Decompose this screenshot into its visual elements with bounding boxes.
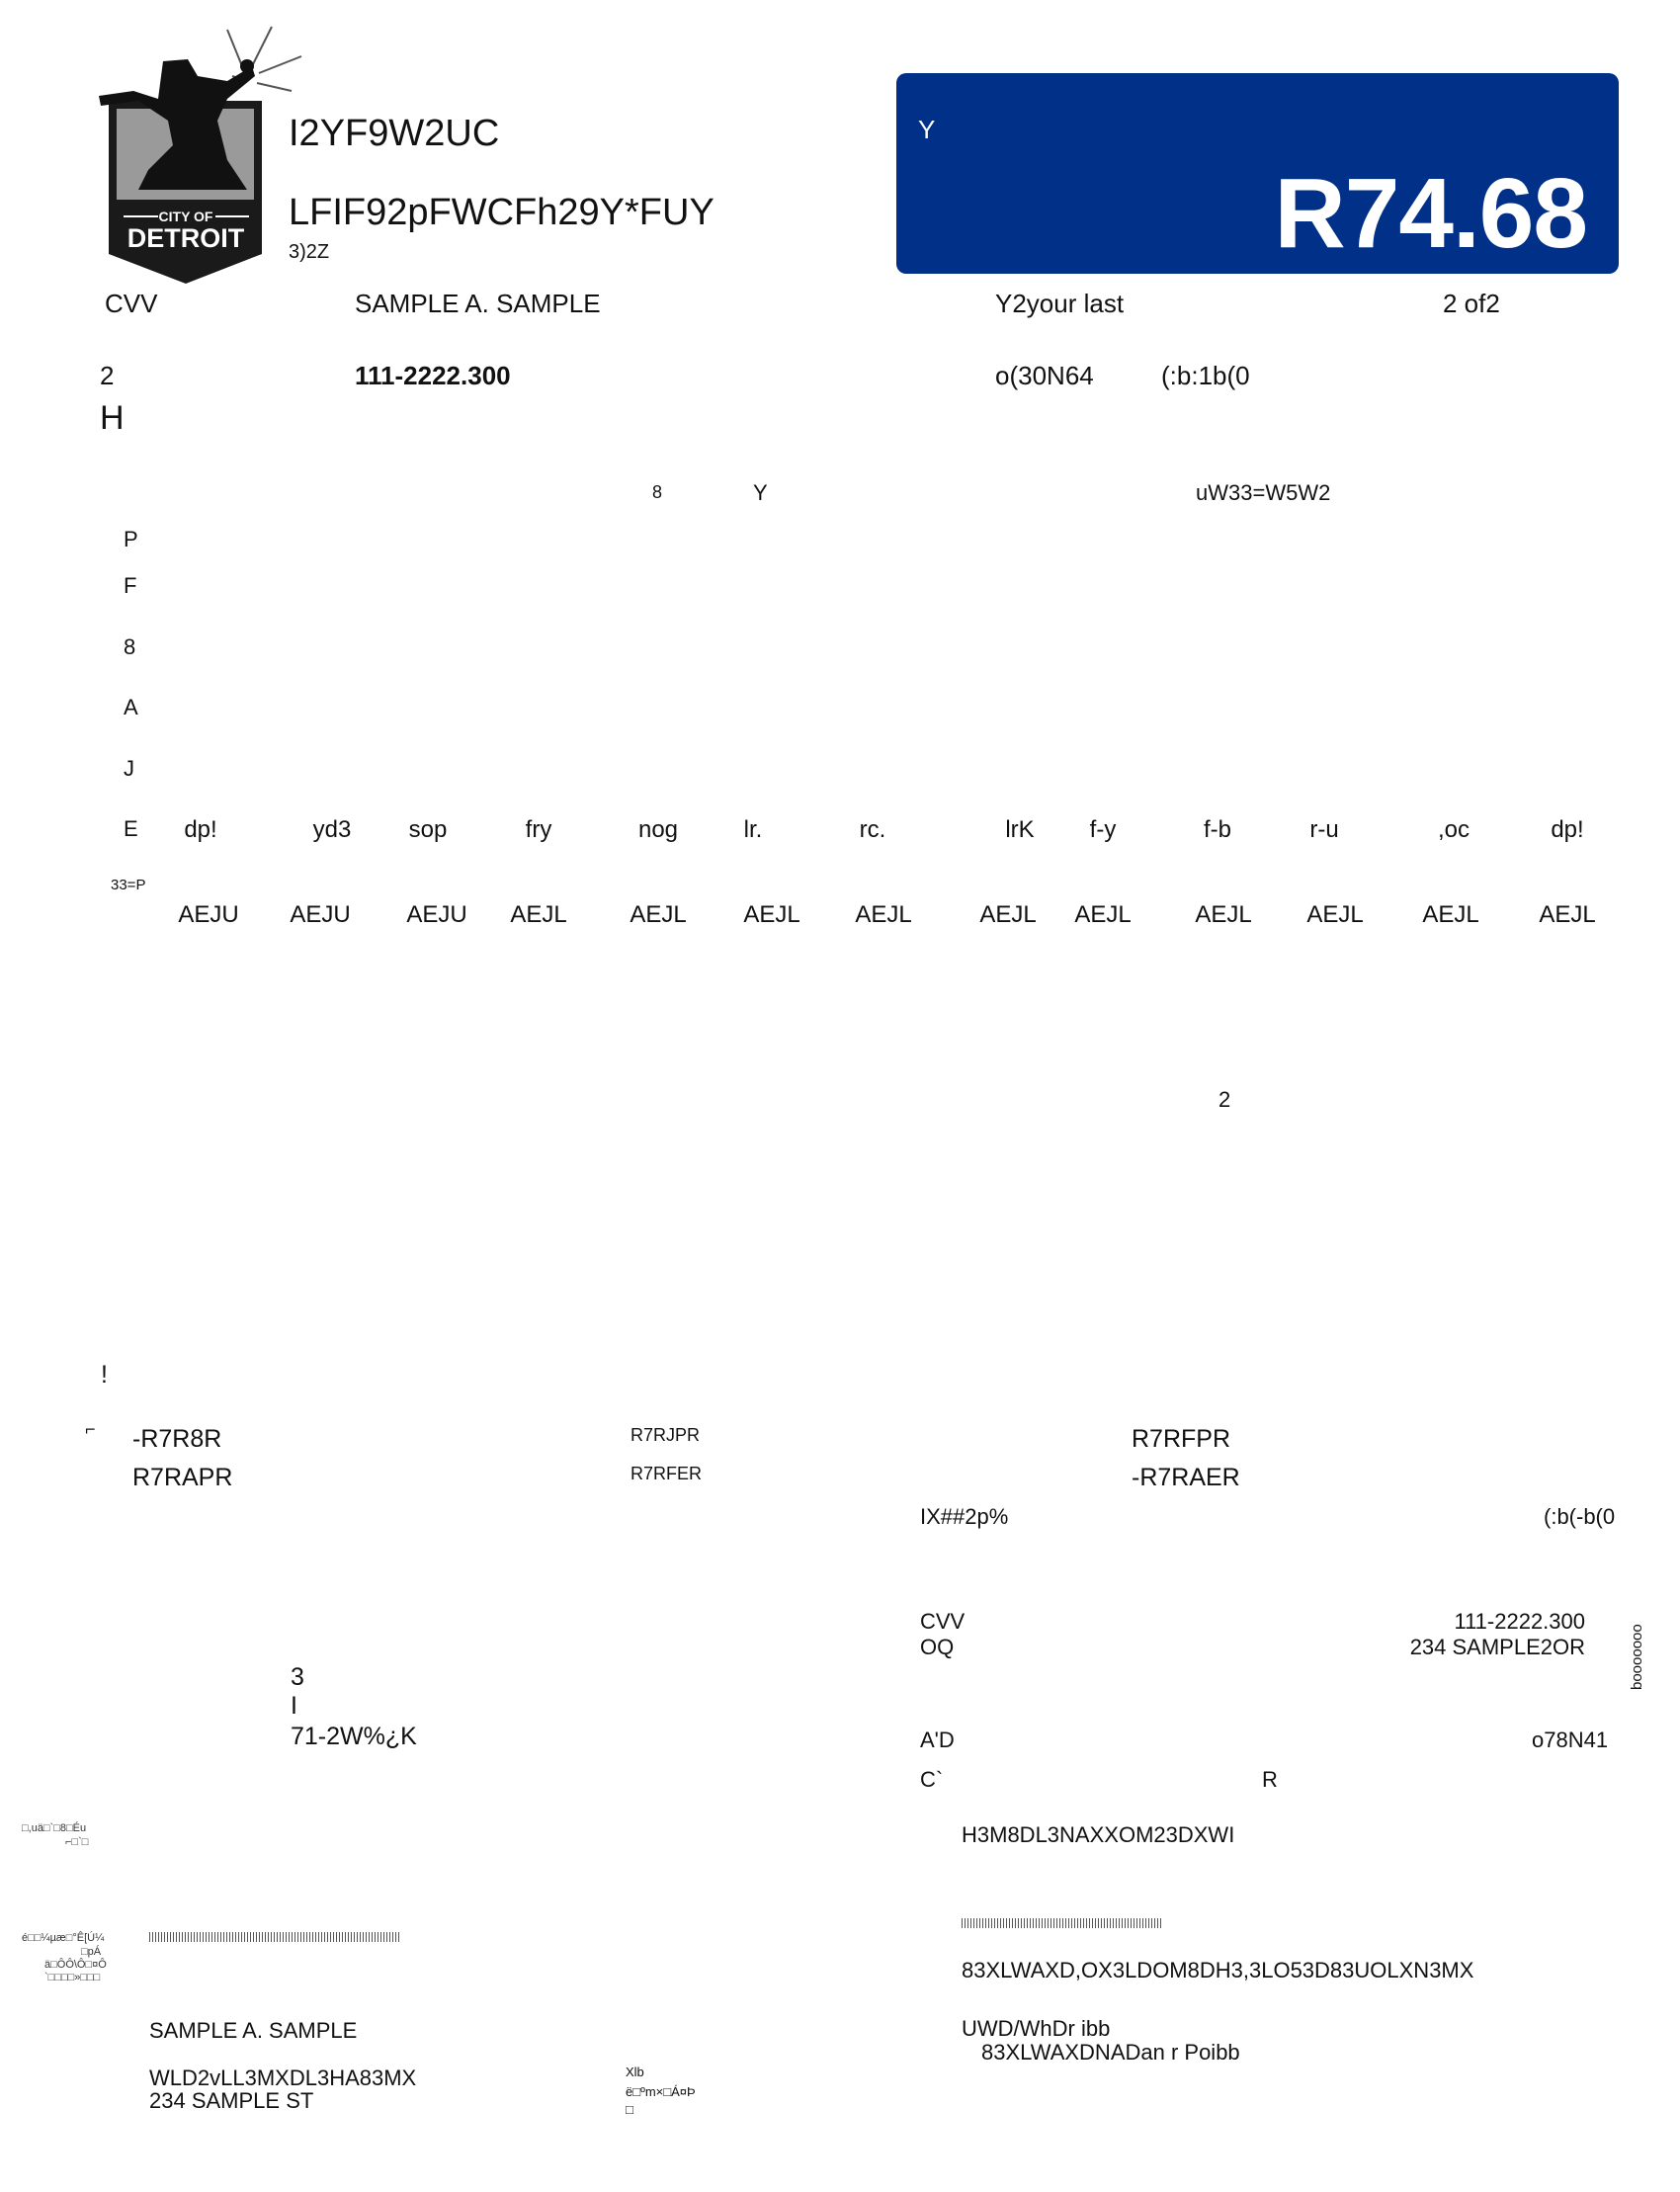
header-code-2: LFIF92pFWCFh29Y*FUY xyxy=(289,192,714,233)
stub-barcode xyxy=(962,1918,1163,1928)
amount-due: R74.68 xyxy=(1274,158,1587,269)
city-logo xyxy=(79,22,306,291)
month-label: nog xyxy=(637,816,679,843)
mailing-small-2: ë□ºm×□Á¤Þ xyxy=(626,2084,696,2099)
summary-value: -R7R8R xyxy=(132,1425,222,1453)
month-label: fry xyxy=(525,816,552,843)
bill-row-label: 33=P xyxy=(111,877,146,893)
stub-remit-line: H3M8DL3NAXXOM23DXWI xyxy=(962,1822,1235,1847)
summary-value: R7RFER xyxy=(630,1464,703,1483)
stub-side-code: booooooo xyxy=(1629,1624,1645,1690)
logo-line1: CITY OF xyxy=(158,209,213,224)
month-label: ,oc xyxy=(1437,816,1470,843)
tiny-text: `□□□□»□□□ xyxy=(44,1972,101,1983)
usage-head-mid: Y xyxy=(753,480,768,505)
usage-head-right: uW33=W5W2 xyxy=(1196,480,1331,505)
name-label: CVV xyxy=(105,289,158,318)
month-label: yd3 xyxy=(312,816,352,843)
stub-pay-line-2: 83XLWAXDNADan r Poibb xyxy=(981,2040,1240,2065)
mailing-line-2: WLD2vLL3MXDL3HA83MX xyxy=(149,2066,417,2090)
usage-note: 2 xyxy=(1218,1087,1231,1112)
month-label: dp! xyxy=(184,816,217,843)
bill-value: AEJL xyxy=(1306,901,1364,928)
logo-line2: DETROIT xyxy=(126,223,245,253)
y-label: F xyxy=(124,573,137,598)
bill-value: AEJL xyxy=(855,901,912,928)
tiny-text: ⌐□`□ xyxy=(65,1836,89,1848)
stub-c-label: C` xyxy=(920,1767,944,1792)
month-label: r-u xyxy=(1309,816,1339,843)
header-code-3: 3)2Z xyxy=(289,241,330,263)
mailing-n2: I xyxy=(291,1692,297,1720)
usage-head-left: 8 xyxy=(652,482,663,502)
mailing-code: 71-2W%¿K xyxy=(291,1723,417,1750)
stub-detach-line: 83XLWAXD,OX3LDOM8DH3,3LO53D83UOLXN3MX xyxy=(962,1958,1474,1982)
mailing-name: SAMPLE A. SAMPLE xyxy=(149,2018,358,2043)
mailing-small-1: Xlb xyxy=(626,2065,644,2079)
summary-mark: ! xyxy=(101,1361,108,1389)
summary-mark-2: ⌐ xyxy=(85,1419,96,1439)
amount-label: Y xyxy=(918,115,936,144)
y-label: A xyxy=(124,695,138,719)
month-label: f-y xyxy=(1089,816,1117,843)
stub-address: 234 SAMPLE2OR xyxy=(1409,1635,1585,1659)
bill-value: AEJL xyxy=(1422,901,1479,928)
stub-oq-label: OQ xyxy=(920,1635,955,1659)
bill-value: AEJL xyxy=(743,901,800,928)
bill-value: AEJL xyxy=(1539,901,1596,928)
summary-value: -R7RAER xyxy=(1132,1464,1240,1491)
bill-value: AEJL xyxy=(979,901,1037,928)
account-number: 111-2222.300 xyxy=(355,361,511,390)
stub-ad-value: o78N41 xyxy=(1532,1728,1609,1752)
stub-ad-label: A'D xyxy=(920,1728,955,1752)
h-label: H xyxy=(100,399,125,437)
bill-value: AEJU xyxy=(290,901,351,928)
mailing-n1: 3 xyxy=(291,1663,304,1691)
stub-title: IX##2p% xyxy=(920,1504,1009,1529)
bill-value: AEJL xyxy=(630,901,687,928)
month-label: sop xyxy=(408,816,448,843)
month-label: f-b xyxy=(1203,816,1231,843)
stub-r-label: R xyxy=(1262,1767,1278,1792)
y-label: P xyxy=(124,527,138,551)
month-label: rc. xyxy=(859,816,886,843)
due-date: (:b:1b(0 xyxy=(1161,361,1250,390)
stub-account-number: 111-2222.300 xyxy=(1454,1609,1585,1634)
mailing-barcode xyxy=(149,1932,399,1942)
since-label: Y2your last xyxy=(995,289,1125,318)
bill-value: AEJL xyxy=(1195,901,1252,928)
bill-value: AEJL xyxy=(510,901,567,928)
page-number: 2 of2 xyxy=(1443,289,1500,318)
stub-due: (:b(-b(0 xyxy=(1544,1504,1616,1529)
row2-label: 2 xyxy=(100,361,115,390)
y-label: J xyxy=(124,756,134,781)
y-label: 8 xyxy=(124,634,136,659)
customer-name: SAMPLE A. SAMPLE xyxy=(355,289,601,318)
bill-value: AEJU xyxy=(178,901,239,928)
month-label: dp! xyxy=(1551,816,1584,843)
tiny-text: ä□ÔÔ\Ô□¤Ô xyxy=(44,1959,107,1971)
summary-value: R7RFPR xyxy=(1132,1425,1231,1453)
bill-value: AEJL xyxy=(1074,901,1132,928)
mailing-small-3: □ xyxy=(626,2102,633,2117)
mailing-line-3: 234 SAMPLE ST xyxy=(149,2088,314,2113)
tiny-text: □pÁ xyxy=(81,1946,102,1958)
amount-due-box xyxy=(896,73,1619,274)
stub-pay-line-1: UWD/WhDr ibb xyxy=(962,2016,1111,2041)
tiny-text: □,uä□`□8□Éu xyxy=(22,1822,87,1834)
bill-value: AEJU xyxy=(406,901,467,928)
y-label: E xyxy=(124,816,138,841)
tiny-text: é□□¼µæ□°Ê[Ú¼ xyxy=(22,1932,105,1944)
due-label: o(30N64 xyxy=(995,361,1094,390)
header-code-1: I2YF9W2UC xyxy=(289,113,500,154)
summary-value: R7RJPR xyxy=(630,1425,701,1445)
month-label: lr. xyxy=(743,816,763,843)
stub-cvv-label: CVV xyxy=(920,1609,966,1634)
month-label: lrK xyxy=(1005,816,1035,843)
summary-value: R7RAPR xyxy=(132,1464,233,1491)
